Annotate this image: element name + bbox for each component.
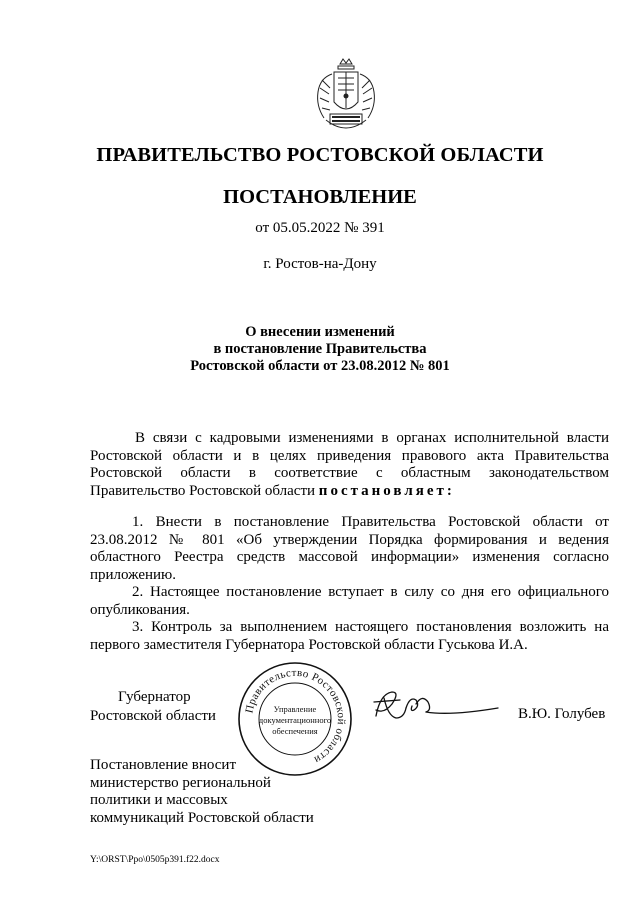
subject-line-2: в постановление Правительства <box>213 341 427 357</box>
resolution-items <box>90 514 609 654</box>
stamp-center-line-2: документационного <box>258 715 332 725</box>
introduced-by-line-4: коммуникаций Ростовской области <box>90 809 314 826</box>
introduced-by <box>90 757 314 827</box>
position-line-1: Губернатор <box>118 689 191 705</box>
file-path: Y:\ORST\Ppo\0505p391.f22.docx <box>90 855 220 865</box>
stamp-center-line-3: обеспечения <box>272 726 318 736</box>
introduced-by-line-3: политики и массовых <box>90 792 228 808</box>
introduced-by-line-1: Постановление вносит <box>90 757 237 773</box>
signatory-position <box>90 688 216 726</box>
preamble-text: В связи с кадровыми изменениями в органах исполнительной власти Ростовской области и в целях приведения правового акта Правительства Ростовской области в соответствие с областным законодательством Правительство Ростовской области <box>90 430 609 499</box>
document-subject <box>0 324 640 375</box>
stamp-ring-text: Правительство Ростовской области <box>243 666 348 766</box>
subject-line-1: О внесении изменений <box>245 324 395 340</box>
signatory-name: В.Ю. Голубев <box>518 706 606 722</box>
stamp-center-line-1: Управление <box>273 704 317 714</box>
introduced-by-line-2: министерство региональной <box>90 774 271 791</box>
resolution-item: 1. Внести в постановление Правительства Ростовской области от 23.08.2012 № 801 «Об утверждении Порядка формирования и ведения областного Реестра средств массовой информации» изменения согласно приложению. <box>90 514 609 583</box>
preamble-paragraph <box>90 430 609 500</box>
resolution-item: 3. Контроль за выполнением настоящего постановления возложить на первого заместителя Губернатора Ростовской области Гуськова И.А. <box>90 619 609 653</box>
document-city: г. Ростов-на-Дону <box>263 256 377 272</box>
coat-of-arms-icon <box>310 58 382 136</box>
document-type: ПОСТАНОВЛЕНИЕ <box>223 186 417 208</box>
document-date-number: от 05.05.2022 № 391 <box>255 220 385 236</box>
government-title: ПРАВИТЕЛЬСТВО РОСТОВСКОЙ ОБЛАСТИ <box>96 144 544 166</box>
resolution-item: 2. Настоящее постановление вступает в силу со дня его официального опубликования. <box>90 584 609 618</box>
position-line-2: Ростовской области <box>90 708 216 724</box>
resolves-word: постановляет: <box>318 482 455 499</box>
subject-line-3: Ростовской области от 23.08.2012 № 801 <box>190 358 450 374</box>
handwritten-signature-icon <box>370 686 502 726</box>
